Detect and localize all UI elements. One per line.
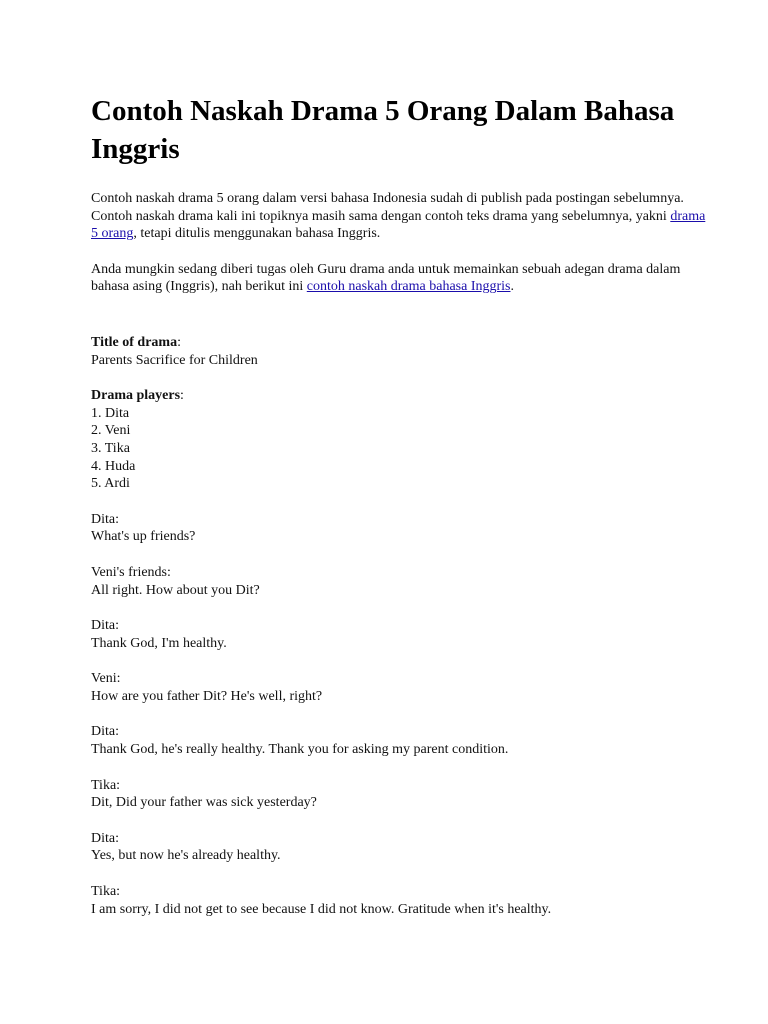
drama-players-block [91,387,711,493]
player-item: 4. Huda [91,458,136,474]
intro2-text-before: Anda mungkin sedang diberi tugas oleh Guru drama anda untuk memainkan sebuah adegan drama dalam bahasa asing (Inggris), nah berikut ini [91,261,681,295]
speaker-name: Veni's friends: [91,564,171,580]
intro-paragraph-1 [91,190,711,243]
dialogue-block [91,511,711,546]
speaker-name: Tika: [91,884,121,900]
intro1-text-after: , tetapi ditulis menggunakan bahasa Inggris. [133,226,381,242]
dialogue-line: I am sorry, I did not get to see because I did not know. Gratitude when it's healthy. [91,901,552,917]
contoh-naskah-link[interactable]: contoh naskah drama bahasa Inggris [306,279,511,295]
dialogue-line: Dit, Did your father was sick yesterday? [91,795,317,811]
dialogue-block [91,617,711,652]
dialogue-line: Yes, but now he's already healthy. [91,848,281,864]
intro1-text-before: Contoh naskah drama 5 orang dalam versi bahasa Indonesia sudah di publish pada postingan sebelumnya. Contoh naskah drama kali ini topiknya masih sama dengan contoh teks drama yang sebelumnya, yakni [91,191,684,224]
player-item: 3. Tika [91,440,130,456]
dialogue-block [91,883,711,918]
dialogue-block [91,564,711,599]
speaker-name: Dita: [91,724,119,740]
drama-title-value: Parents Sacrifice for Children [91,352,258,368]
speaker-name: Veni: [91,671,121,687]
dialogue-block [91,830,711,865]
player-item: 5. Ardi [91,476,130,492]
title-colon: : [177,334,181,350]
article-title: Contoh Naskah Drama 5 Orang Dalam Bahasa Inggris [91,95,675,165]
dialogue-line: Thank God, he's really healthy. Thank you for asking my parent condition. [91,742,509,758]
drama-title-block [91,334,711,369]
dialogue-line: What's up friends? [91,529,196,545]
dialogue-line: Thank God, I'm healthy. [91,635,227,651]
player-item: 1. Dita [91,405,130,421]
intro2-text-after: . [510,279,514,295]
dialogue-line: How are you father Dit? He's well, right? [91,688,323,704]
speaker-name: Dita: [91,830,119,846]
players-colon: : [180,388,184,404]
dialogue-block [91,670,711,705]
dialogue-block [91,777,711,812]
speaker-name: Dita: [91,511,119,527]
speaker-name: Tika: [91,777,121,793]
title-of-drama-label: Title of drama [91,334,178,350]
drama-5-orang-link[interactable]: drama 5 orang [91,208,706,242]
article-body [91,92,711,918]
intro-paragraph-2 [91,261,711,296]
dialogue-line: All right. How about you Dit? [91,582,260,598]
player-item: 2. Veni [91,423,131,439]
dialogue-block [91,723,711,758]
speaker-name: Dita: [91,618,119,634]
drama-players-label: Drama players [91,388,181,404]
